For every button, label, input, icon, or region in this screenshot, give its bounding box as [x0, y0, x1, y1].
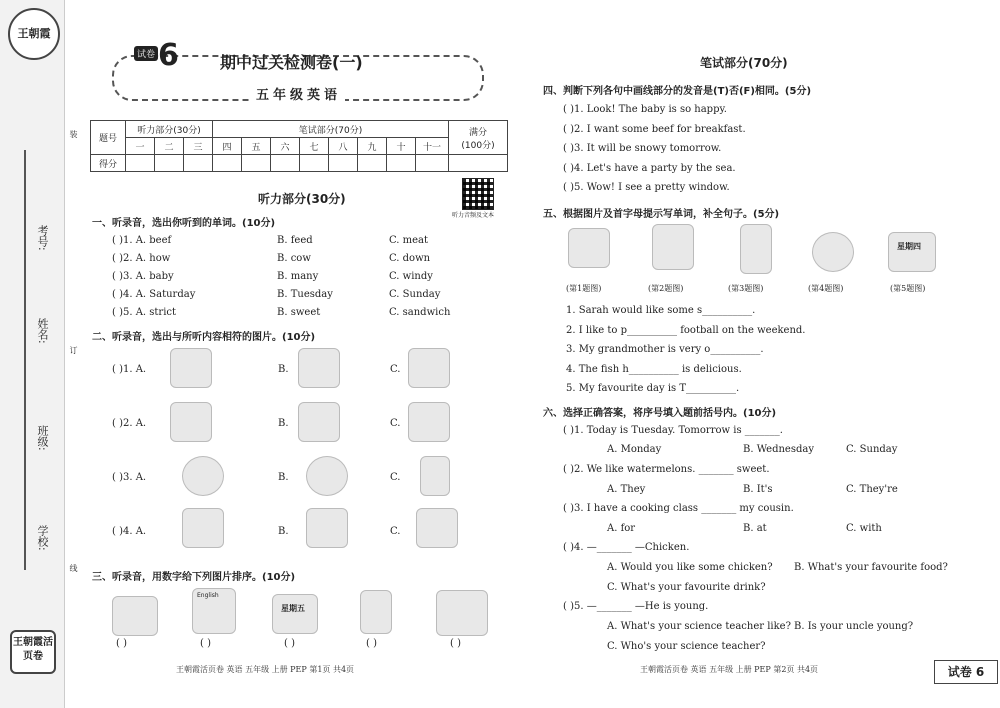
picture-ice-cream	[360, 590, 392, 634]
option-label: C.	[390, 418, 401, 429]
question-row: ( )2. A.	[112, 418, 147, 429]
option-label: B.	[278, 472, 289, 483]
figure-caption: (第1题图)	[566, 284, 602, 293]
option: B. What's your favourite food?	[794, 562, 948, 573]
order-blank[interactable]: ( )	[450, 638, 461, 649]
picture-sofa-reading	[170, 348, 212, 388]
picture-burger	[306, 456, 348, 496]
test-tag: 试卷	[134, 46, 158, 61]
picture-teacher-board: English	[192, 588, 236, 634]
field-school: 学校:	[36, 525, 49, 551]
page-tag: 试卷 6	[934, 660, 998, 684]
question-list	[112, 232, 450, 322]
list-item: 4. The fish h__________ is delicious.	[566, 363, 742, 375]
picture-sandwich	[112, 596, 158, 636]
list-item: ( )3. It will be snowy tomorrow.	[563, 143, 722, 154]
score-cell[interactable]	[449, 155, 508, 172]
option: C. Sunday	[846, 444, 898, 455]
option-label: C.	[390, 526, 401, 537]
option-label: B.	[278, 364, 289, 375]
table-cell: 十一	[416, 138, 449, 155]
table-cell: 八	[329, 138, 358, 155]
table-cell: 五	[242, 138, 271, 155]
option: A. They	[607, 484, 646, 495]
list-item: ( )2. A. how B. cow C. down	[112, 253, 431, 264]
order-blank[interactable]: ( )	[200, 638, 211, 649]
list-item: 1. Sarah would like some s__________.	[566, 305, 756, 316]
list-item: ( )4. A. Saturday B. Tuesday C. Sunday	[112, 289, 441, 300]
question-list	[566, 301, 806, 399]
table-header: 题号	[91, 121, 126, 155]
page-footer: 王朝霞活页卷 英语 五年级 上册 PEP 第1页 共4页	[176, 665, 355, 674]
table-cell: 三	[184, 138, 213, 155]
score-cell[interactable]	[155, 155, 184, 172]
question-heading: 五、根据图片及首字母提示写单词，补全句子。(5分)	[543, 209, 780, 220]
picture-accordion	[170, 402, 212, 442]
score-cell[interactable]	[184, 155, 213, 172]
question: ( )2. We like watermelons. _______ sweet.	[563, 464, 770, 475]
picture-glass	[420, 456, 450, 496]
score-table	[90, 120, 508, 172]
table-header: 笔试部分(70分)	[213, 121, 449, 138]
score-cell[interactable]	[126, 155, 155, 172]
option: C. with	[846, 523, 882, 534]
question: ( )5. —_______ —He is young.	[563, 601, 709, 612]
picture-girl-writing	[182, 508, 224, 548]
list-item: ( )5. Wow! I see a pretty window.	[563, 182, 730, 193]
binding-mark: 线	[69, 564, 78, 572]
table-cell: 六	[271, 138, 300, 155]
field-name: 姓名:	[36, 318, 49, 344]
picture-calendar: 星期四	[888, 232, 936, 272]
option: A. Monday	[607, 444, 662, 455]
field-exam-number: 考号:	[36, 225, 49, 251]
section-title-written: 笔试部分(70分)	[700, 56, 788, 70]
picture-boy-kicking-ball	[652, 224, 694, 270]
question-heading: 四、判断下列各句中画线部分的发音是(T)否(F)相同。(5分)	[543, 86, 812, 97]
option: C. What's your favourite drink?	[607, 582, 766, 593]
option: A. for	[607, 523, 636, 534]
list-item: ( )5. A. strict B. sweet C. sandwich	[112, 307, 451, 318]
table-cell: 一	[126, 138, 155, 155]
figure-caption: (第5题图)	[890, 284, 926, 293]
question-heading: 一、听录音，选出你听到的单词。(10分)	[92, 218, 276, 229]
list-item: ( )4. Let's have a party by the sea.	[563, 162, 736, 174]
question: ( )4. —_______ —Chicken.	[563, 542, 690, 553]
score-cell[interactable]	[329, 155, 358, 172]
figure-caption: (第2题图)	[648, 284, 684, 293]
question: ( )3. I have a cooking class _______ my cousin.	[563, 503, 794, 514]
list-item: ( )3. A. baby B. many C. windy	[112, 271, 433, 282]
option: B. Is your uncle young?	[794, 621, 914, 632]
score-cell[interactable]	[213, 155, 242, 172]
qr-caption: 听力音频及文本	[452, 212, 495, 219]
question-list	[563, 100, 746, 198]
score-cell[interactable]	[416, 155, 449, 172]
picture-cup	[182, 456, 224, 496]
score-cell[interactable]	[300, 155, 329, 172]
question-row: ( )4. A.	[112, 526, 147, 537]
option: A. What's your science teacher like?	[607, 621, 791, 632]
table-cell: 二	[155, 138, 184, 155]
figure-caption: (第4题图)	[808, 284, 844, 293]
question-heading: 二、听录音，选出与所听内容相符的图片。(10分)	[92, 332, 316, 343]
question-heading: 六、选择正确答案，将序号填入题前括号内。(10分)	[543, 408, 777, 419]
binding-mark: 装	[69, 130, 78, 138]
option: B. at	[743, 523, 767, 534]
section-title-listening: 听力部分(30分)	[258, 192, 346, 206]
list-item: 5. My favourite day is T__________.	[566, 383, 740, 394]
publisher-logo: 王朝霞	[8, 8, 60, 60]
table-cell: 九	[358, 138, 387, 155]
score-cell[interactable]	[358, 155, 387, 172]
order-blank[interactable]: ( )	[284, 638, 295, 649]
option: C. They're	[846, 484, 898, 495]
figure-caption: (第3题图)	[728, 284, 764, 293]
picture-piano	[298, 402, 340, 442]
list-item: 2. I like to p__________ football on the weekend.	[566, 324, 806, 336]
score-cell[interactable]	[387, 155, 416, 172]
publisher-seal: 王朝霞活页卷	[10, 630, 56, 674]
list-item: ( )1. Look! The baby is so happy.	[563, 104, 727, 115]
qr-code-icon[interactable]	[462, 178, 494, 210]
test-number: 6	[158, 38, 179, 73]
picture-boy-standing	[408, 402, 450, 442]
option-label: C.	[390, 364, 401, 375]
picture-girl-sweeping	[306, 508, 348, 548]
field-class: 班级:	[36, 425, 49, 451]
list-item: ( )2. I want some beef for breakfast.	[563, 123, 746, 135]
page-subtitle: 五年级英语	[252, 84, 345, 103]
table-cell: 四	[213, 138, 242, 155]
question-heading: 三、听录音，用数字给下列图片排序。(10分)	[92, 572, 296, 583]
option-label: B.	[278, 418, 289, 429]
picture-basketball	[298, 348, 340, 388]
picture-girl-football	[416, 508, 458, 548]
table-cell: 七	[300, 138, 329, 155]
option: B. It's	[743, 484, 773, 495]
table-header: 听力部分(30分)	[126, 121, 213, 138]
picture-old-woman	[740, 224, 772, 274]
picture-salad	[568, 228, 610, 268]
page-footer: 王朝霞活页卷 英语 五年级 上册 PEP 第2页 共4页	[640, 665, 819, 674]
order-blank[interactable]: ( )	[116, 638, 127, 649]
picture-boy-studying	[436, 590, 488, 636]
binding-line	[24, 150, 66, 570]
option-label: B.	[278, 526, 289, 537]
order-blank[interactable]: ( )	[366, 638, 377, 649]
score-cell[interactable]	[271, 155, 300, 172]
option: A. Would you like some chicken?	[607, 562, 773, 573]
picture-washing	[408, 348, 450, 388]
picture-hamburger	[812, 232, 854, 272]
list-item: 3. My grandmother is very o__________.	[566, 344, 764, 355]
question: ( )1. Today is Tuesday. Tomorrow is _______.	[563, 425, 783, 436]
picture-calendar: 星期五	[272, 594, 318, 634]
option: C. Who's your science teacher?	[607, 641, 766, 652]
question-row: ( )1. A.	[112, 364, 147, 375]
table-cell: 十	[387, 138, 416, 155]
table-header: 满分 (100分)	[449, 121, 508, 155]
question-row: ( )3. A.	[112, 472, 147, 483]
page-title: 期中过关检测卷(一)	[220, 53, 363, 72]
option-label: C.	[390, 472, 401, 483]
binding-mark: 订	[69, 346, 78, 354]
list-item: ( )1. A. beef B. feed C. meat	[112, 235, 429, 246]
table-row-label: 得分	[91, 155, 126, 172]
score-cell[interactable]	[242, 155, 271, 172]
option: B. Wednesday	[743, 444, 814, 455]
